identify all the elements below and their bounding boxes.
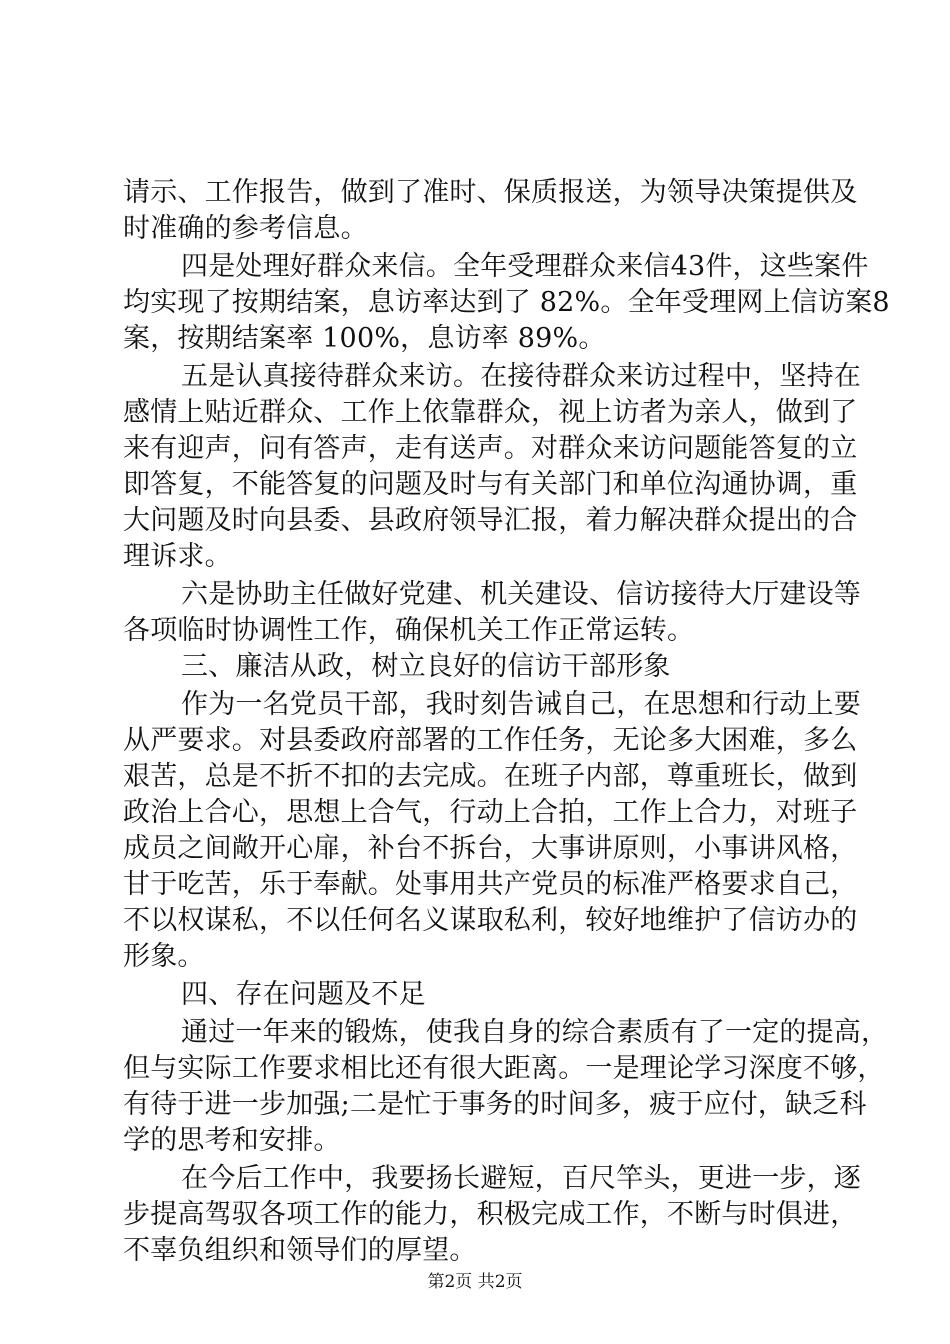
body-line: 请示、工作报告，做到了准时、保质报送，为领导决策提供及 <box>123 177 858 208</box>
body-line: 形象。 <box>123 941 205 972</box>
body-line: 政治上合心，思想上合气，行动上合拍，工作上合力，对班子 <box>123 797 858 828</box>
body-line: 不以权谋私，不以任何名义谋取私利，较好地维护了信访办的 <box>123 905 858 936</box>
body-line: 学的思考和安排。 <box>123 1125 341 1156</box>
body-line: 甘于吃苦，乐于奉献。处事用共产党员的标准严格要求自己， <box>123 869 858 900</box>
body-line: 理诉求。 <box>123 541 232 572</box>
paragraph-start: 五是认真接待群众来访。在接待群众来访过程中，坚持在 <box>181 361 861 392</box>
body-line: 案，按期结案率 100%，息访率 89%。 <box>123 323 606 354</box>
body-line: 步提高驾驭各项工作的能力，积极完成工作，不断与时俱进， <box>123 1199 858 1230</box>
body-line: 大问题及时向县委、县政府领导汇报，着力解决群众提出的合 <box>123 505 858 536</box>
paragraph-start: 作为一名党员干部，我时刻告诫自己，在思想和行动上要 <box>181 689 861 720</box>
section-heading: 四、存在问题及不足 <box>181 979 426 1010</box>
section-heading: 三、廉洁从政，树立良好的信访干部形象 <box>181 651 671 682</box>
body-line: 艰苦，总是不折不扣的去完成。在班子内部，尊重班长，做到 <box>123 761 858 792</box>
paragraph-start: 四是处理好群众来信。全年受理群众来信43件，这些案件 <box>181 251 869 282</box>
body-line: 但与实际工作要求相比还有很大距离。一是理论学习深度不够， <box>123 1053 885 1084</box>
page-footer: 第2页 共2页 <box>427 1272 523 1292</box>
body-line: 从严要求。对县委政府部署的工作任务，无论多大困难，多么 <box>123 725 858 756</box>
paragraph-start: 通过一年来的锻炼，使我自身的综合素质有了一定的提高， <box>181 1017 889 1048</box>
body-line: 感情上贴近群众、工作上依靠群众，视上访者为亲人，做到了 <box>123 397 858 428</box>
paragraph-start: 在今后工作中，我要扬长避短，百尺竿头，更进一步，逐 <box>181 1163 861 1194</box>
body-line: 时准确的参考信息。 <box>123 213 368 244</box>
body-line: 不辜负组织和领导们的厚望。 <box>123 1235 477 1266</box>
body-line: 即答复，不能答复的问题及时与有关部门和单位沟通协调，重 <box>123 469 858 500</box>
body-line: 成员之间敞开心扉，补台不拆台，大事讲原则，小事讲风格， <box>123 833 858 864</box>
paragraph-start: 六是协助主任做好党建、机关建设、信访接待大厅建设等 <box>181 579 861 610</box>
body-line: 均实现了按期结案，息访率达到了 82%。全年受理网上信访案8 <box>123 287 890 318</box>
body-line: 来有迎声，问有答声，走有送声。对群众来访问题能答复的立 <box>123 433 858 464</box>
body-line: 各项临时协调性工作，确保机关工作正常运转。 <box>123 615 695 646</box>
body-line: 有待于进一步加强;二是忙于事务的时间多，疲于应付，缺乏科 <box>123 1089 867 1120</box>
